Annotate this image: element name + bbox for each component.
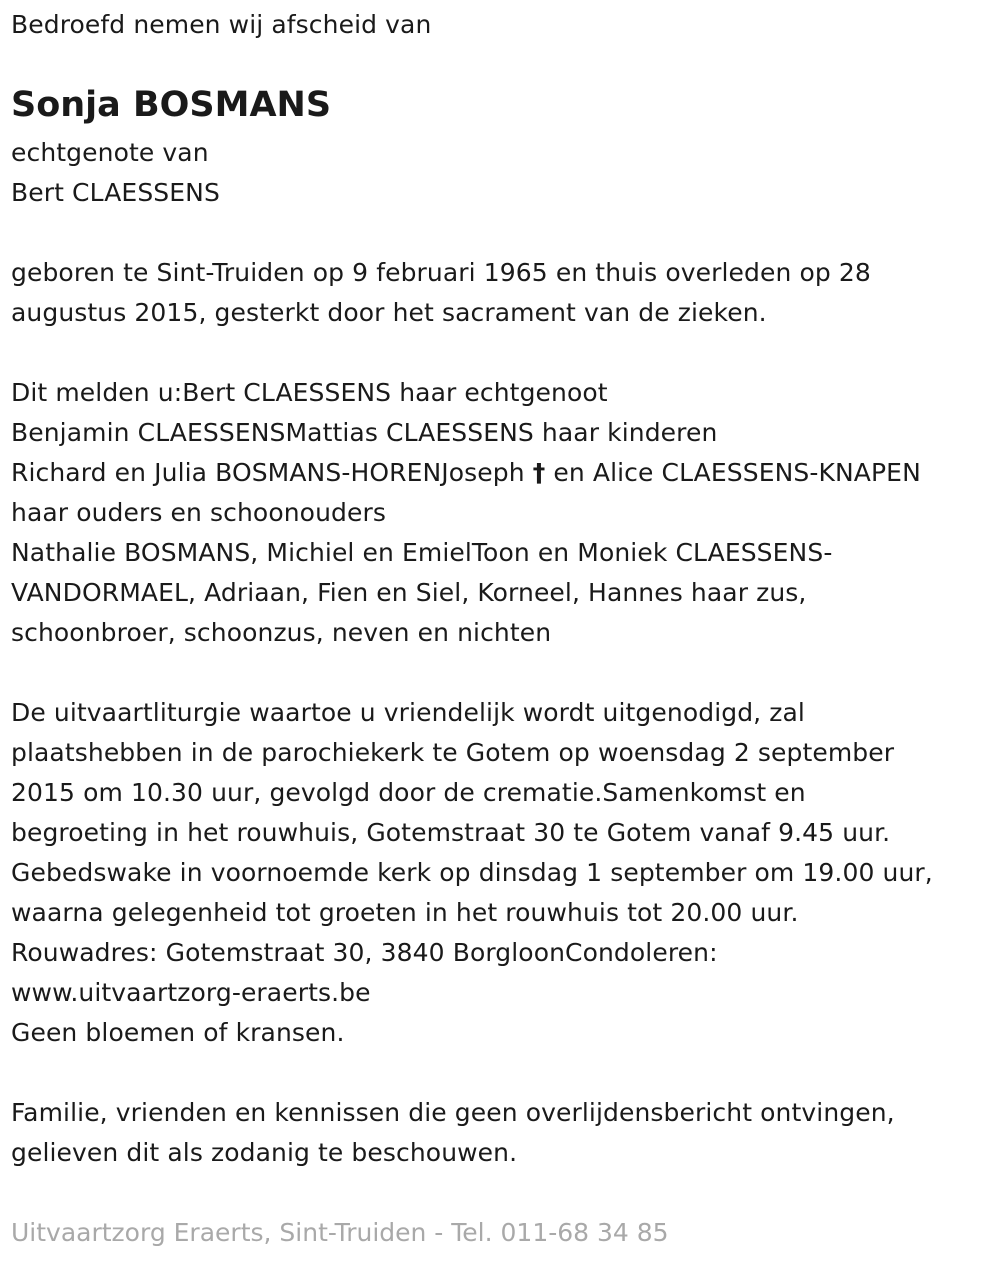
family-line: Nathalie BOSMANS, Michiel en EmielToon en Moniek CLAESSENS- (11, 538, 833, 567)
birth-death-section (11, 253, 871, 333)
funeral-home-footer: Uitvaartzorg Eraerts, Sint-Truiden - Tel. 011-68 34 85 (11, 1218, 669, 1247)
funeral-line: 2015 om 10.30 uur, gevolgd door de crematie.Samenkomst en (11, 778, 806, 807)
spouse-name: Bert CLAESSENS (11, 178, 220, 207)
family-line: Benjamin CLAESSENSMattias CLAESSENS haar kinderen (11, 418, 718, 447)
funeral-section (11, 693, 933, 1053)
family-line: VANDORMAEL, Adriaan, Fien en Siel, Korneel, Hannes haar zus, (11, 578, 807, 607)
funeral-line: De uitvaartliturgie waartoe u vriendelijk wordt uitgenodigd, zal (11, 698, 805, 727)
spouse-section (11, 133, 220, 213)
family-line: schoonbroer, schoonzus, neven en nichten (11, 618, 552, 647)
family-line-text: en Alice CLAESSENS-KNAPEN (545, 458, 921, 487)
funeral-line: waarna gelegenheid tot groeten in het rouwhuis tot 20.00 uur. (11, 898, 799, 927)
notice-line: gelieven dit als zodanig te beschouwen. (11, 1138, 518, 1167)
notice-line: Familie, vrienden en kennissen die geen overlijdensbericht ontvingen, (11, 1098, 895, 1127)
funeral-line: Rouwadres: Gotemstraat 30, 3840 BorgloonCondoleren: (11, 938, 718, 967)
funeral-line: plaatshebben in de parochiekerk te Gotem op woensdag 2 september (11, 738, 895, 767)
intro-text: Bedroefd nemen wij afscheid van (11, 10, 432, 39)
birth-line: augustus 2015, gesterkt door het sacrament van de zieken. (11, 298, 767, 327)
family-line (11, 453, 921, 493)
funeral-line: Geen bloemen of kransen. (11, 1018, 345, 1047)
family-section (11, 373, 921, 653)
family-line-text: Richard en Julia BOSMANS-HORENJoseph (11, 458, 533, 487)
birth-line: geboren te Sint-Truiden op 9 februari 1965 en thuis overleden op 28 (11, 258, 871, 287)
family-line: haar ouders en schoonouders (11, 498, 386, 527)
notice-section (11, 1093, 895, 1173)
spouse-label: echtgenote van (11, 138, 209, 167)
family-line: Dit melden u:Bert CLAESSENS haar echtgenoot (11, 378, 608, 407)
funeral-line: Gebedswake in voornoemde kerk op dinsdag 1 september om 19.00 uur, (11, 858, 933, 887)
deceased-name: Sonja BOSMANS (11, 85, 332, 125)
condolence-url: www.uitvaartzorg-eraerts.be (11, 978, 371, 1007)
funeral-line: begroeting in het rouwhuis, Gotemstraat 30 te Gotem vanaf 9.45 uur. (11, 818, 891, 847)
cross-icon: † (532, 458, 546, 487)
